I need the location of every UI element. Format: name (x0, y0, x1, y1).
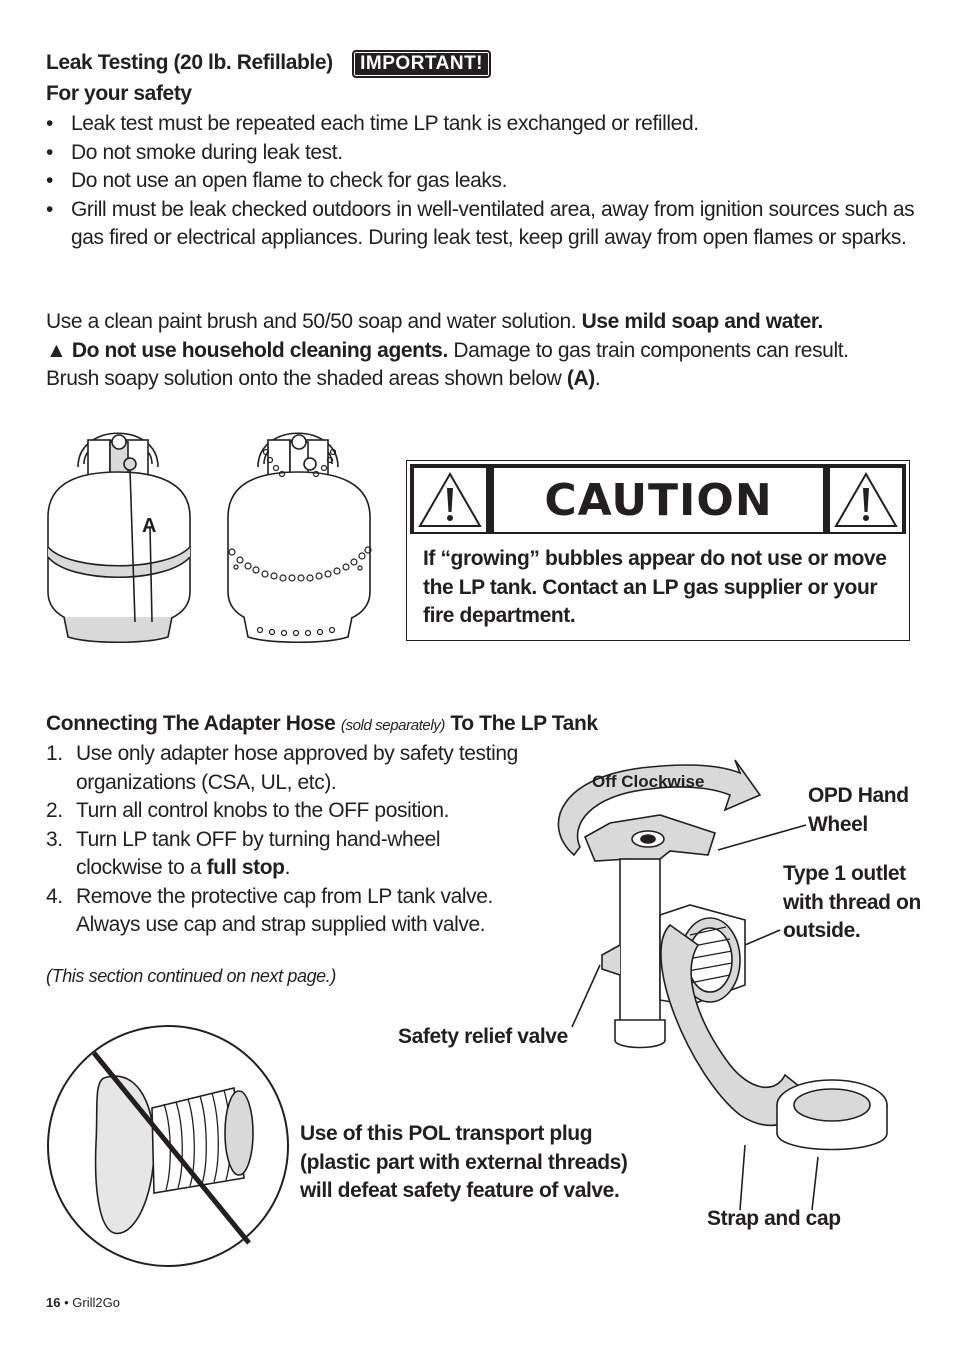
safety-subheading: For your safety (46, 82, 192, 105)
soap-text: Use a clean paint brush and 50/50 soap and water solution. (46, 310, 582, 333)
footer-separator: • (64, 1295, 69, 1310)
caution-title-panel (493, 467, 824, 533)
caution-header (410, 464, 906, 534)
strap-and-cap-label: Strap and cap (707, 1207, 841, 1230)
figure-label-a: A (142, 515, 157, 537)
pol-warning-text: Use of this POL transport plug (plastic part with external threads) will defeat safety feature of valve. (300, 1122, 628, 1202)
warning-panel-right (829, 467, 903, 533)
period: . (594, 367, 601, 390)
brush-text: Brush soapy solution onto the shaded areas shown below (46, 367, 567, 390)
warning-triangle-icon: ▲ (46, 338, 67, 362)
step-item (46, 797, 536, 826)
safety-relief-valve-label: Safety relief valve (398, 1025, 568, 1048)
page-number: 16 (46, 1295, 61, 1310)
bullet-item: • Leak test must be repeated each time LP tank is exchanged or refilled. (46, 110, 916, 139)
adapter-steps (46, 740, 536, 940)
caution-box (406, 460, 910, 641)
soap-instructions (46, 308, 926, 394)
step-text: Remove the protective cap from LP tank valve. Always use cap and strap supplied with valve. (76, 884, 493, 936)
cleaning-agents-warning: Do not use household cleaning agents. (66, 338, 448, 362)
bullet-item: • Do not use an open flame to check for gas leaks. (46, 167, 916, 196)
adapter-heading-end: To The LP Tank (450, 712, 598, 735)
caution-title: CAUTION (544, 474, 773, 526)
step-item (46, 883, 536, 940)
pol-plug-prohibited-illustration (44, 1018, 292, 1274)
warning-icon (414, 468, 486, 532)
damage-text: Damage to gas train components can result. (447, 338, 849, 362)
lp-tank-illustrations (40, 412, 380, 644)
footer-brand: Grill2Go (72, 1295, 120, 1310)
full-stop-bold: full stop (206, 856, 285, 879)
step-number: 3. (46, 827, 63, 851)
step-number: 2. (46, 799, 63, 822)
continued-note: (This section continued on next page.) (46, 966, 336, 986)
bullet-item: • Do not smoke during leak test. (46, 139, 916, 168)
step-number: 1. (46, 742, 63, 765)
step-text: . (284, 856, 291, 879)
tank-bubbles-illustration (228, 433, 371, 642)
bullet-item: • Grill must be leak checked outdoors in well-ventilated area, away from ignition sources such as gas fired or electrical appliances. During leak test, keep grill away from open flames or sparks. (46, 196, 916, 253)
step-text: Turn all control knobs to the OFF position. (76, 799, 450, 822)
caution-message: If “growing” bubbles appear do not use or move the LP tank. Contact an LP gas supplier or your fire department. (423, 547, 887, 627)
step-item (46, 826, 496, 883)
adapter-heading-bold: Connecting The Adapter Hose (46, 712, 336, 735)
off-clockwise-label: Off Clockwise (592, 772, 705, 791)
step-item (46, 740, 536, 797)
adapter-heading (46, 712, 598, 736)
shaded-areas-ref: (A) (566, 367, 595, 390)
leak-testing-heading (46, 50, 491, 78)
type1-outlet-label: Type 1 outlet with thread on outside. (783, 862, 921, 942)
step-text: Turn LP tank OFF by turning hand-wheel clockwise to a (76, 827, 441, 879)
warning-panel-left (413, 467, 487, 533)
step-text: Use only adapter hose approved by safety testing organizations (CSA, UL, etc). (76, 742, 518, 794)
leak-testing-title: Leak Testing (20 lb. Refillable) (46, 51, 333, 74)
safety-bullet-list (46, 110, 916, 253)
soap-bold: Use mild soap and water. (581, 310, 823, 333)
important-badge: IMPORTANT! (352, 50, 491, 78)
sold-separately-note: (sold separately) (340, 717, 445, 734)
page-footer (46, 1295, 120, 1310)
step-number: 4. (46, 884, 63, 908)
opd-hand-wheel-label: OPD Hand Wheel (808, 784, 909, 836)
tank-shaded-illustration (48, 433, 190, 642)
warning-icon (830, 468, 902, 532)
